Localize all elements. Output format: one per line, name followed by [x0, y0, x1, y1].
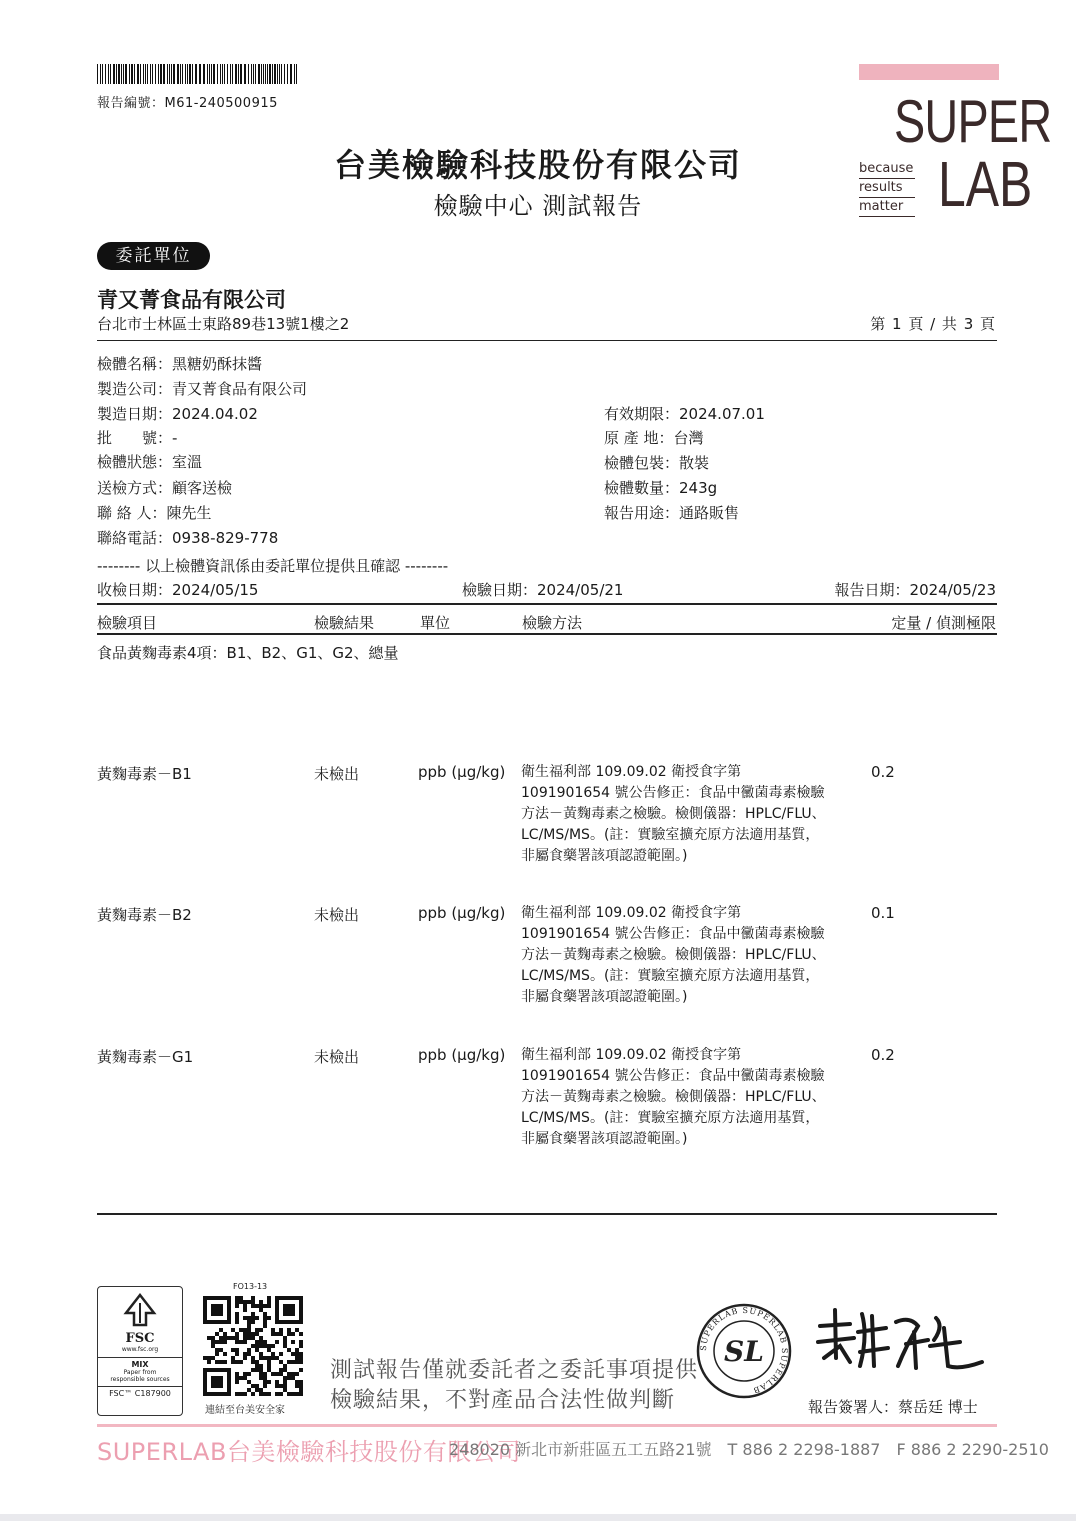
fsc-tree-icon [120, 1293, 160, 1329]
test-method [521, 762, 861, 867]
report-date: 報告日期：2024/05/23 [834, 581, 996, 599]
received-date: 收檢日期：2024/05/15 [97, 581, 259, 599]
fsc-logo [97, 1286, 183, 1416]
seal-stamp [696, 1303, 792, 1399]
sample-field: 有效期限：2024.07.01 [604, 405, 765, 423]
logo-tagline-2: results [859, 179, 915, 198]
method-line: LC/MS/MS。(註：實驗室擴充原方法適用基質， [521, 968, 820, 984]
method-line: 1091901654 號公告修正：食品中黴菌毒素檢驗 [521, 926, 825, 942]
page-info: 第 1 頁 / 共 3 頁 [870, 315, 996, 333]
client-badge: 委託單位 [97, 242, 210, 270]
report-number: 報告編號：M61-240500915 [97, 96, 278, 111]
test-limit: 0.2 [871, 763, 895, 781]
method-line: 1091901654 號公告修正：食品中黴菌毒素檢驗 [521, 785, 825, 801]
method-line: 衛生福利部 109.09.02 衛授食字第 [521, 905, 742, 921]
test-limit: 0.1 [871, 904, 895, 922]
method-line: 非屬食藥署該項認證範圍。) [521, 1131, 688, 1147]
col-header-unit: 單位 [420, 614, 451, 632]
fsc-paper-2: responsible sources [110, 1376, 170, 1383]
client-address: 台北市士林區士東路89巷13號1樓之2 [97, 315, 350, 333]
qr-caption: 連結至台美安全家 [205, 1405, 285, 1416]
form-code: FO13-13 [233, 1282, 268, 1291]
method-line: 非屬食藥署該項認證範圍。) [521, 989, 688, 1005]
divider [97, 633, 997, 635]
test-unit: ppb (μg/kg) [418, 904, 506, 922]
fsc-paper-1: Paper from [123, 1369, 157, 1376]
test-method [521, 1045, 861, 1150]
bottom-strip [0, 1514, 1076, 1521]
disclaimer [330, 1356, 698, 1416]
sample-field: 原 產 地：台灣 [604, 429, 704, 447]
logo-tagline-1: because [859, 160, 915, 179]
col-header-method: 檢驗方法 [522, 614, 583, 632]
sample-field: 製造公司：青又菁食品有限公司 [97, 380, 308, 398]
divider [97, 1213, 997, 1215]
sample-field: 檢體名稱：黑糖奶酥抹醬 [97, 355, 263, 373]
col-header-limit: 定量 / 偵測極限 [891, 614, 996, 632]
divider [97, 340, 997, 341]
test-date: 檢驗日期：2024/05/21 [462, 581, 624, 599]
sample-field: 檢體包裝：散裝 [604, 454, 710, 472]
company-title: 台美檢驗科技股份有限公司 [333, 146, 742, 184]
method-line: 衛生福利部 109.09.02 衛授食字第 [521, 764, 742, 780]
footer-pink-line [97, 1424, 997, 1427]
sample-field: 聯 絡 人：陳先生 [97, 504, 212, 522]
logo-super: SUPER [894, 88, 1052, 155]
method-line: 方法－黃麴毒素之檢驗。檢側儀器：HPLC/FLU、 [521, 806, 826, 822]
method-line: 方法－黃麴毒素之檢驗。檢側儀器：HPLC/FLU、 [521, 947, 826, 963]
signer: 報告簽署人：蔡岳廷 博士 [808, 1398, 978, 1416]
disclaimer-line-1: 測試報告僅就委託者之委託事項提供 [330, 1358, 699, 1383]
logo-accent-bar [859, 64, 999, 80]
report-subtitle: 檢驗中心 測試報告 [433, 192, 643, 220]
logo-tagline-3: matter [859, 198, 915, 217]
qr-code[interactable] [203, 1296, 303, 1396]
fsc-mark: FSC [125, 1331, 155, 1346]
seal-ring-text: SUPERLAB SUPERLAB SUPERLAB [698, 1305, 790, 1395]
fsc-code: FSC™ C187900 [98, 1386, 182, 1398]
signature [810, 1296, 990, 1386]
fsc-site: www.fsc.org [121, 1346, 159, 1353]
method-line: 1091901654 號公告修正：食品中黴菌毒素檢驗 [521, 1068, 825, 1084]
test-unit: ppb (μg/kg) [418, 1046, 506, 1064]
sample-field: 報告用途：通路販售 [604, 504, 740, 522]
test-result: 未檢出 [314, 1048, 360, 1066]
col-header-result: 檢驗結果 [314, 614, 375, 632]
test-item: 黃麴毒素－G1 [97, 1048, 194, 1066]
sample-field: 檢體數量：243g [604, 479, 718, 497]
method-line: 方法－黃麴毒素之檢驗。檢側儀器：HPLC/FLU、 [521, 1089, 826, 1105]
test-unit: ppb (μg/kg) [418, 763, 506, 781]
test-item: 黃麴毒素－B2 [97, 906, 192, 924]
sample-field: 送檢方式：顧客送檢 [97, 479, 233, 497]
barcode [97, 64, 299, 84]
footer-contact: 248020 新北市新莊區五工五路21號 T 886 2 2298-1887 F 886 2 2290-2510 [449, 1440, 1049, 1459]
sample-field: 製造日期：2024.04.02 [97, 405, 258, 423]
test-result: 未檢出 [314, 906, 360, 924]
test-item: 黃麴毒素－B1 [97, 765, 192, 783]
divider [97, 603, 997, 605]
col-header-item: 檢驗項目 [97, 614, 158, 632]
method-line: 非屬食藥署該項認證範圍。) [521, 848, 688, 864]
test-group-title: 食品黃麴毒素4項：B1、B2、G1、G2、總量 [97, 644, 399, 662]
fsc-mix: MIX [98, 1357, 182, 1369]
client-name: 青又菁食品有限公司 [97, 288, 286, 312]
method-line: LC/MS/MS。(註：實驗室擴充原方法適用基質， [521, 827, 820, 843]
logo-lab: LAB [938, 148, 1033, 220]
footer-brand: SUPERLAB台美檢驗科技股份有限公司 [97, 1438, 521, 1466]
confirm-note: -------- 以上檢體資訊係由委託單位提供且確認 -------- [97, 557, 449, 575]
test-result: 未檢出 [314, 765, 360, 783]
sample-field: 聯絡電話：0938-829-778 [97, 529, 279, 547]
test-limit: 0.2 [871, 1046, 895, 1064]
method-line: 衛生福利部 109.09.02 衛授食字第 [521, 1047, 742, 1063]
method-line: LC/MS/MS。(註：實驗室擴充原方法適用基質， [521, 1110, 820, 1126]
seal-center-text: SL [724, 1335, 764, 1368]
disclaimer-line-2: 檢驗結果，不對產品合法性做判斷 [330, 1388, 676, 1413]
sample-field: 檢體狀態：室溫 [97, 453, 203, 471]
sample-field: 批 號：- [97, 429, 178, 447]
test-method [521, 903, 861, 1008]
